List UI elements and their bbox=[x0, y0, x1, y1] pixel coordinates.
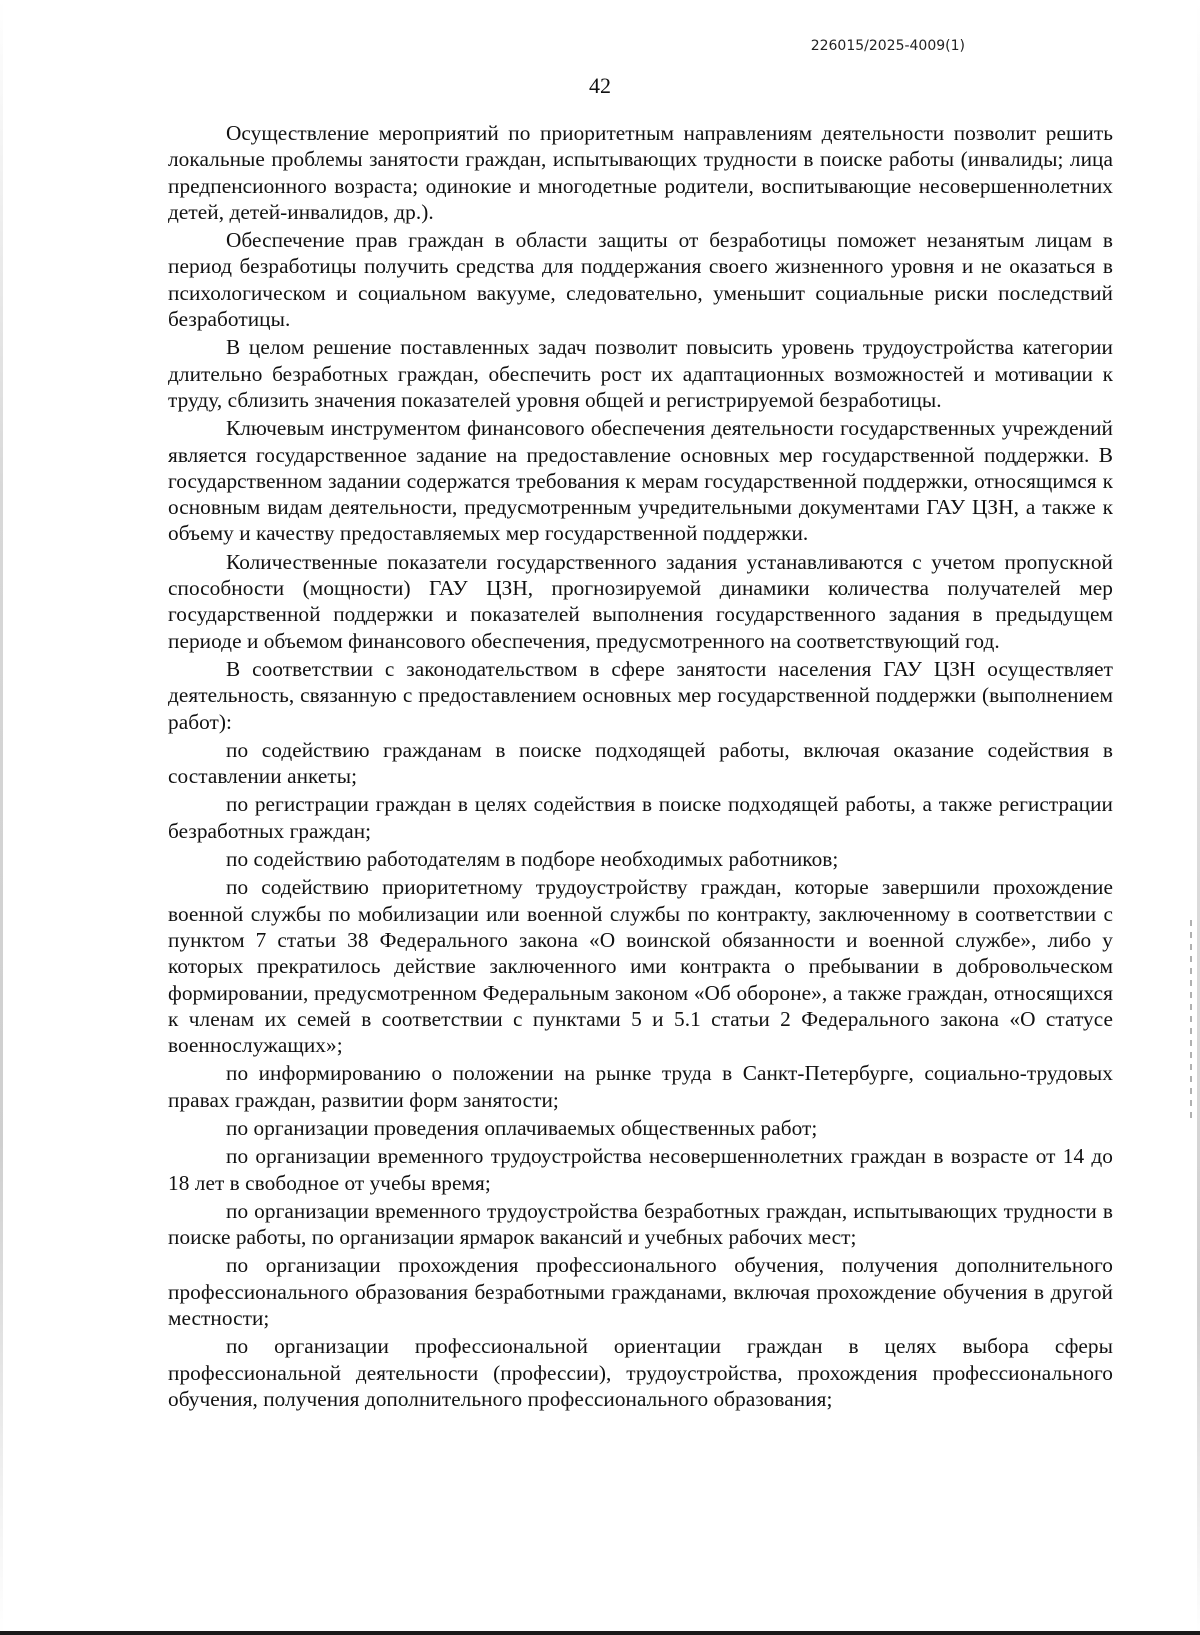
document-registration-number: 226015/2025-4009(1) bbox=[810, 38, 965, 54]
list-item: по регистрации граждан в целях содействия в поиске подходящей работы, а также регистрации безработных граждан; bbox=[168, 792, 1113, 843]
paragraph: В целом решение поставленных задач позволит повысить уровень трудоустройства категории длительно безработных граждан, обеспечить рост их адаптационных возможностей и мотивации к труду, сблизить значения показателей уровня общей и регистрируемой безработицы. bbox=[168, 335, 1113, 412]
list-item: по организации временного трудоустройства несовершеннолетних граждан в возрасте от 14 до 18 лет в свободное от учебы время; bbox=[168, 1144, 1113, 1195]
paragraph: Ключевым инструментом финансового обеспечения деятельности государственных учреждений является государственное задание на предоставление основных мер государственной поддержки. В государственном задании содержатся требования к мерам государственной поддержки, относящимся к основным видам деятельности, предусмотренным учредительными документами ГАУ ЦЗН, а также к объему и качеству предоставляемых мер государственной поддержки. bbox=[168, 416, 1113, 546]
page-number: 42 bbox=[589, 73, 611, 98]
list-item: по содействию гражданам в поиске подходящей работы, включая оказание содействия в составлении анкеты; bbox=[168, 737, 1113, 789]
paragraph: Осуществление мероприятий по приоритетным направлениям деятельности позволит решить локальные проблемы занятости граждан, испытывающих трудности в поиске работы (инвалиды; лица предпенсионного возраста; одинокие и многодетные родители, воспитывающие несовершеннолетних детей, детей-инвалидов, др.). bbox=[168, 121, 1113, 224]
list-item: по организации профессиональной ориентации граждан в целях выбора сферы профессиональной деятельности (профессии), трудоустройства, прохождения профессионального обучения, получения дополнительного профессионального образования; bbox=[168, 1334, 1113, 1411]
paragraph: В соответствии с законодательством в сфере занятости населения ГАУ ЦЗН осуществляет деятельность, связанную с предоставлением основных мер государственной поддержки (выполнением работ): bbox=[168, 656, 1113, 734]
scan-edge-left bbox=[0, 0, 3, 1635]
scan-bottom-edge bbox=[0, 1631, 1200, 1635]
paragraph: Количественные показатели государственного задания устанавливаются с учетом пропускной способности (мощности) ГАУ ЦЗН, прогнозируемой динамики количества получателей мер государственной поддержки и показателей выполнения государственного задания в предыдущем периоде и объемом финансового обеспечения, предусмотренного на соответствующий год. bbox=[168, 549, 1113, 653]
paragraph: Обеспечение прав граждан в области защиты от безработицы поможет незанятым лицам в период безработицы получить средства для поддержания своего жизненного уровня и не оказаться в психологическом и социальном вакууме, следовательно, уменьшит социальные риски последствий безработицы. bbox=[168, 228, 1113, 332]
list-item: по содействию работодателям в подборе необходимых работников; bbox=[226, 847, 839, 872]
list-item: по организации проведения оплачиваемых общественных работ; bbox=[226, 1115, 818, 1140]
scan-artifact bbox=[1190, 920, 1192, 1120]
list-item: по организации временного трудоустройства безработных граждан, испытывающих трудности в поиске работы, по организации ярмарок вакансий и учебных рабочих мест; bbox=[168, 1198, 1113, 1250]
list-item: по организации прохождения профессионального обучения, получения дополнительного профессионального образования безработными гражданами, включая прохождение обучения в другой местности; bbox=[168, 1253, 1113, 1331]
list-item: по информированию о положении на рынке труда в Санкт-Петербурге, социально-трудовых правах граждан, развитии форм занятости; bbox=[168, 1061, 1113, 1112]
document-body bbox=[168, 120, 1113, 1412]
list-item: по содействию приоритетному трудоустройству граждан, которые завершили прохождение военной службы по мобилизации или военной службы по контракту, заключенному в соответствии с пунктом 7 статьи 38 Федерального закона «О воинской обязанности и военной службе», либо у которых прекратилось действие заключенного ими контракта о пребывании в добровольческом формировании, предусмотренном Федеральным законом «Об обороне», а также граждан, относящихся к членам их семей в соответствии с пунктами 5 и 5.1 статьи 2 Федерального закона «О статусе военнослужащих»; bbox=[168, 875, 1113, 1058]
